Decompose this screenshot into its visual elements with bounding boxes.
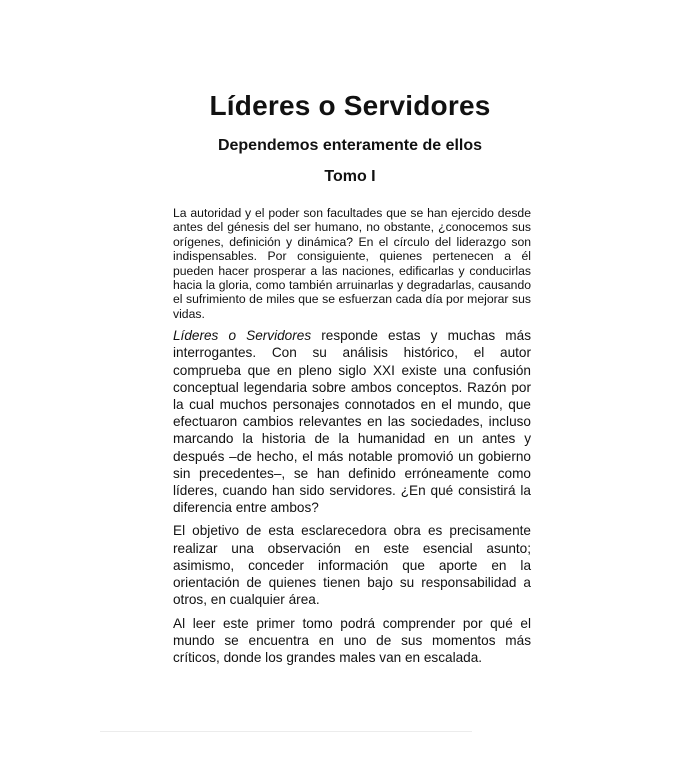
synopsis-paragraph-2 [173, 327, 531, 516]
synopsis-paragraph-2-text: responde estas y muchas más interrogantes. Con su análisis histórico, el autor comprueba que en pleno siglo XXI existe una confusión conceptual legendaria sobre ambos conceptos. Razón por la cual muchos personajes connotados en el mundo, que efectuaron cambios relevantes en las sociedades, incluso marcando la historia de la humanidad en un antes y después –de hecho, el más notable promovió un gobierno sin precedentes–, se han definido erróneamente como líderes, cuando han sido servidores. ¿En qué consistirá la diferencia entre ambos? [173, 328, 531, 516]
synopsis [173, 206, 531, 672]
synopsis-paragraph-4: Al leer este primer tomo podrá comprender por qué el mundo se encuentra en uno de sus momentos más críticos, donde los grandes males van en escalada. [173, 615, 531, 665]
volume-label: Tomo I [324, 168, 376, 185]
book-subtitle: Dependemos enteramente de ellos [217, 137, 483, 154]
book-title: Líderes o Servidores [209, 90, 491, 121]
synopsis-paragraph-3: El objetivo de esta esclarecedora obra es precisamente realizar una observación en este esencial asunto; asimismo, conceder información que aporte en la orientación de quienes tienen bajo su responsabilidad a otros, en cualquier área. [173, 523, 531, 608]
italic-book-title: Líderes o Servidores [173, 328, 312, 344]
bottom-divider [100, 731, 472, 732]
synopsis-paragraph-1: La autoridad y el poder son facultades que se han ejercido desde antes del génesis del ser humano, no obstante, ¿conocemos sus orígenes, definición y dinámica? En el círculo del liderazgo son indispensables. Por consiguiente, quienes pertenecen a él pueden hacer prosperar a las naciones, edificarlas y conducirlas hacia la gloria, como también arruinarlas y degradarlas, causando el sufrimiento de miles que se esfuerzan cada día por mejorar sus vidas. [173, 206, 531, 321]
